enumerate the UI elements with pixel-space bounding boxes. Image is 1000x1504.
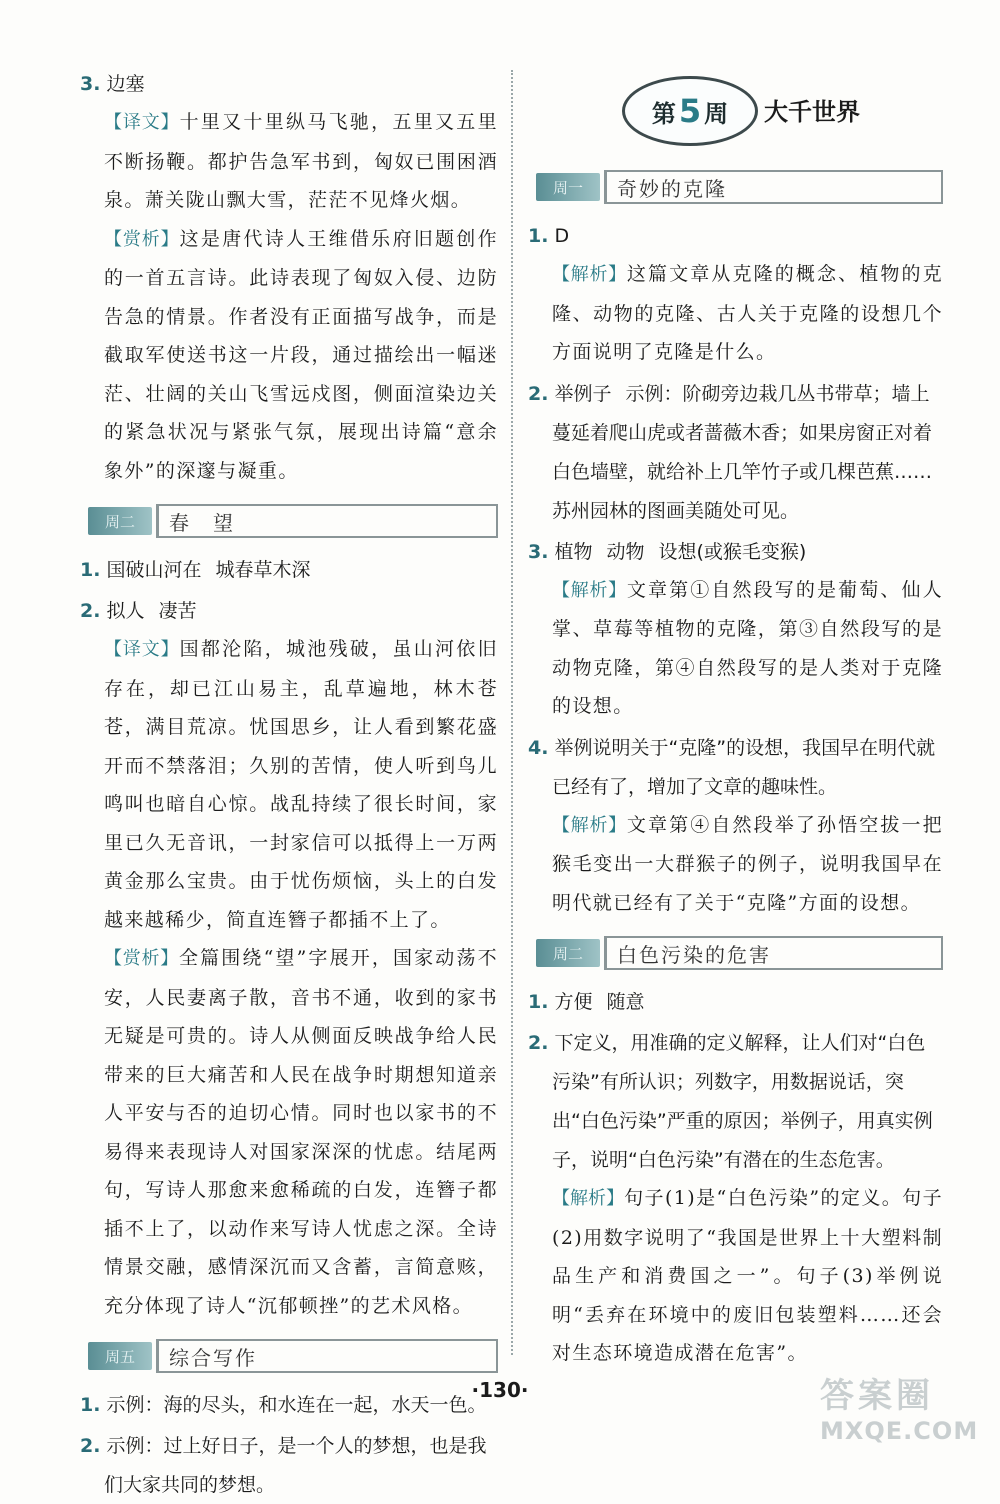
appreciation-block: 【赏析】全篇围绕“望”字展开，国家动荡不安，人民妻离子散，音书不通，收到的家书无疑是可贵的。诗人从侧面反映战争给人民带来的巨大痛苦和人民在战争时期想知道亲人平安与否的迫切心情。同时也以家书的不易得来表现诗人对国家深深的忧虑。结尾两句，写诗人那愈来愈稀疏的白发，连簪子都插不上了，以动作来写诗人忧虑之深。全诗情景交融，感情深沉而又含蓄，言简意赅，充分体现了诗人“沉郁顿挫”的艺术风格。 bbox=[104, 947, 499, 1317]
question-2: 2. 举例子 示例：阶砌旁边栽几丛书带草；墙上蔓延着爬山虎或者蔷薇木香；如果房窗正对着白色墙壁，就给补上几竿竹子或几棵芭蕉……苏州园林的图画美随处可见。 bbox=[528, 382, 933, 522]
section-title: 奇妙的克隆 bbox=[604, 170, 943, 204]
question-1: 1. 国破山河在 城春草木深 bbox=[80, 559, 311, 581]
question-1: 1. 示例：海的尽头，和水连在一起，水天一色。 bbox=[80, 1394, 487, 1416]
column-divider bbox=[511, 70, 513, 1355]
section-title: 白色污染的危害 bbox=[604, 936, 943, 970]
section-tab: 周二 bbox=[88, 507, 152, 535]
analysis-block: 【解析】文章第①自然段写的是葡萄、仙人掌、草莓等植物的克隆，第③自然段写的是动物克隆，第④自然段写的是人类对于克隆的设想。 bbox=[552, 578, 943, 717]
question-1: 1. 方便 随意 bbox=[528, 991, 645, 1013]
question-4: 4. 举例说明关于“克隆”的设想，我国早在明代就已经有了，增加了文章的趣味性。 bbox=[528, 736, 936, 798]
appreciation-block: 【赏析】这是唐代诗人王维借乐府旧题创作的一首五言诗。此诗表现了匈奴入侵、边防告急的情景。作者没有正面描写战争，而是截取军使送书这一片段，通过描绘出一幅迷茫、壮阔的关山飞雪远戍图，侧面渲染边关的紧急状况与紧张气氛，展现出诗篇“意余象外”的深邃与凝重。 bbox=[104, 227, 498, 482]
right-column bbox=[528, 62, 943, 1373]
section-header-writing bbox=[88, 1339, 498, 1373]
question-3: 3. 植物 动物 设想(或猴毛变猴) bbox=[528, 540, 807, 563]
question-2: 2. 下定义，用准确的定义解释，让人们对“白色污染”有所认识；列数字，用数据说话，突出“白色污染”严重的原因；举例子，用真实例子，说明“白色污染”有潜在的生态危害。 bbox=[528, 1032, 933, 1171]
week-banner bbox=[528, 72, 943, 146]
week-title: 大千世界 bbox=[764, 98, 860, 126]
section-tab: 周五 bbox=[88, 1342, 152, 1370]
analysis-block: 【解析】句子(1)是“白色污染”的定义。句子(2)用数字说明了“我国是世界上十大塑料制品生产和消费国之一”。句子(3)举例说明“丢弃在环境中的废旧包装塑料……还会对生态环境造成潜在危害”。 bbox=[552, 1187, 944, 1364]
section-tab: 周二 bbox=[536, 939, 600, 967]
section-header-white-pollution bbox=[536, 936, 943, 970]
analysis-block: 【解析】文章第④自然段举了孙悟空拔一把猴毛变出一大群猴子的例子，说明我国早在明代就已经有了关于“克隆”方面的设想。 bbox=[552, 813, 943, 914]
section-header-clone bbox=[536, 170, 943, 204]
section-title: 综合写作 bbox=[156, 1339, 498, 1373]
week-badge: 第 5 周 bbox=[622, 76, 758, 146]
question-2: 2. 拟人 凄苦 bbox=[80, 600, 197, 622]
section-header-chunwang bbox=[88, 504, 498, 538]
left-column bbox=[80, 62, 498, 1504]
section-title: 春 望 bbox=[156, 504, 498, 538]
question-1: 1. D bbox=[528, 225, 570, 247]
section-tab: 周一 bbox=[536, 173, 600, 201]
page-number: ·130· bbox=[471, 1378, 529, 1402]
question-3: 3. 边塞 bbox=[80, 73, 145, 95]
translation-block: 【译文】十里又十里纵马飞驰，五里又五里不断扬鞭。都护告急军书到，匈奴已围困酒泉。萧关陇山飘大雪，茫茫不见烽火烟。 bbox=[104, 111, 498, 211]
watermark-logo: 答案圈 MXQE.COM bbox=[820, 1376, 979, 1445]
question-2: 2. 示例：过上好日子，是一个人的梦想，也是我们大家共同的梦想。 bbox=[80, 1435, 487, 1496]
translation-block: 【译文】国都沦陷，城池残破，虽山河依旧存在，却已江山易主，乱草遍地，林木苍苍，满目荒凉。忧国思乡，让人看到繁花盛开而不禁落泪；久别的苦情，使人听到鸟儿鸣叫也暗自心惊。战乱持续了很长时间，家里已久无音讯，一封家信可以抵得上一万两黄金那么宝贵。由于忧伤烦恼，头上的白发越来越稀少，简直连簪子都插不上了。 bbox=[104, 638, 498, 931]
analysis-block: 【解析】这篇文章从克隆的概念、植物的克隆、动物的克隆、古人关于克隆的设想几个方面说明了克隆是什么。 bbox=[552, 263, 943, 363]
